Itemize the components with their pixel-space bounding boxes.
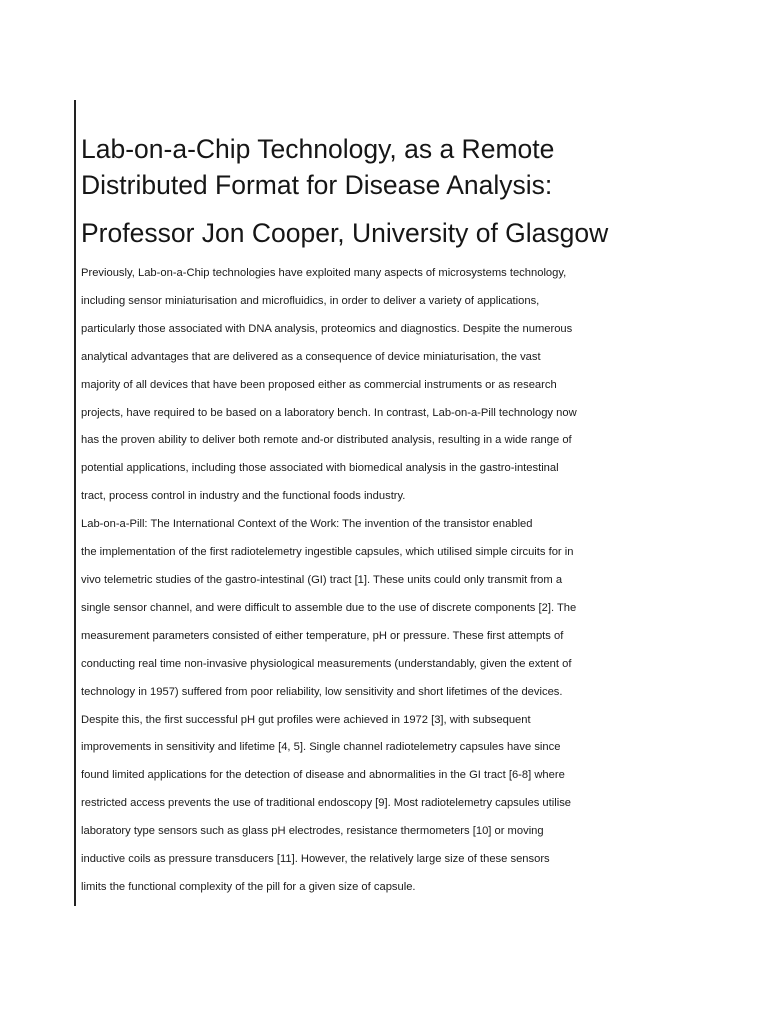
body-line: Despite this, the first successful pH gut profiles were achieved in 1972 [3], with subsequent <box>81 713 531 726</box>
body-line: has the proven ability to deliver both remote and-or distributed analysis, resulting in a wide range of <box>81 434 572 447</box>
body-line: laboratory type sensors such as glass pH electrodes, resistance thermometers [10] or moving <box>81 825 544 838</box>
author-heading: Professor Jon Cooper, University of Glasgow <box>81 218 609 248</box>
body-line: including sensor miniaturisation and microfluidics, in order to deliver a variety of applications, <box>81 294 540 307</box>
body-text <box>81 260 721 902</box>
body-line: found limited applications for the detection of disease and abnormalities in the GI tract [6-8] where <box>81 769 565 782</box>
document-title <box>81 131 721 203</box>
body-line: tract, process control in industry and the functional foods industry. <box>81 490 406 503</box>
body-line: majority of all devices that have been proposed either as commercial instruments or as research <box>81 378 557 391</box>
body-line: conducting real time non-invasive physiological measurements (understandably, given the extent of <box>81 657 572 670</box>
body-line: analytical advantages that are delivered as a consequence of device miniaturisation, the vast <box>81 350 541 363</box>
left-margin-rule <box>74 100 76 906</box>
body-line: inductive coils as pressure transducers [11]. However, the relatively large size of these sensors <box>81 853 550 866</box>
body-line: Previously, Lab-on-a-Chip technologies have exploited many aspects of microsystems technology, <box>81 267 567 279</box>
document-content <box>81 131 721 902</box>
body-line: measurement parameters consisted of either temperature, pH or pressure. These first attempts of <box>81 629 564 642</box>
body-line: improvements in sensitivity and lifetime [4, 5]. Single channel radiotelemetry capsules have since <box>81 741 561 754</box>
body-line: vivo telemetric studies of the gastro-intestinal (GI) tract [1]. These units could only transmit from a <box>81 573 563 586</box>
body-line: technology in 1957) suffered from poor reliability, low sensitivity and short lifetimes of the devices. <box>81 685 563 698</box>
body-line: projects, have required to be based on a laboratory bench. In contrast, Lab-on-a-Pill technology now <box>81 406 577 419</box>
body-line: Lab-on-a-Pill: The International Context of the Work: The invention of the transistor enabled <box>81 518 533 531</box>
body-line: the implementation of the first radiotelemetry ingestible capsules, which utilised simple circuits for in <box>81 546 574 559</box>
body-line: restricted access prevents the use of traditional endoscopy [9]. Most radiotelemetry capsules utilise <box>81 797 572 810</box>
body-line: limits the functional complexity of the pill for a given size of capsule. <box>81 880 416 893</box>
body-line: potential applications, including those associated with biomedical analysis in the gastro-intestinal <box>81 462 559 475</box>
body-line: particularly those associated with DNA analysis, proteomics and diagnostics. Despite the numerous <box>81 322 573 335</box>
title-line: Lab-on-a-Chip Technology, as a Remote <box>81 134 555 164</box>
title-line: Distributed Format for Disease Analysis: <box>81 170 553 200</box>
body-line: single sensor channel, and were difficult to assemble due to the use of discrete components [2]. The <box>81 601 577 614</box>
